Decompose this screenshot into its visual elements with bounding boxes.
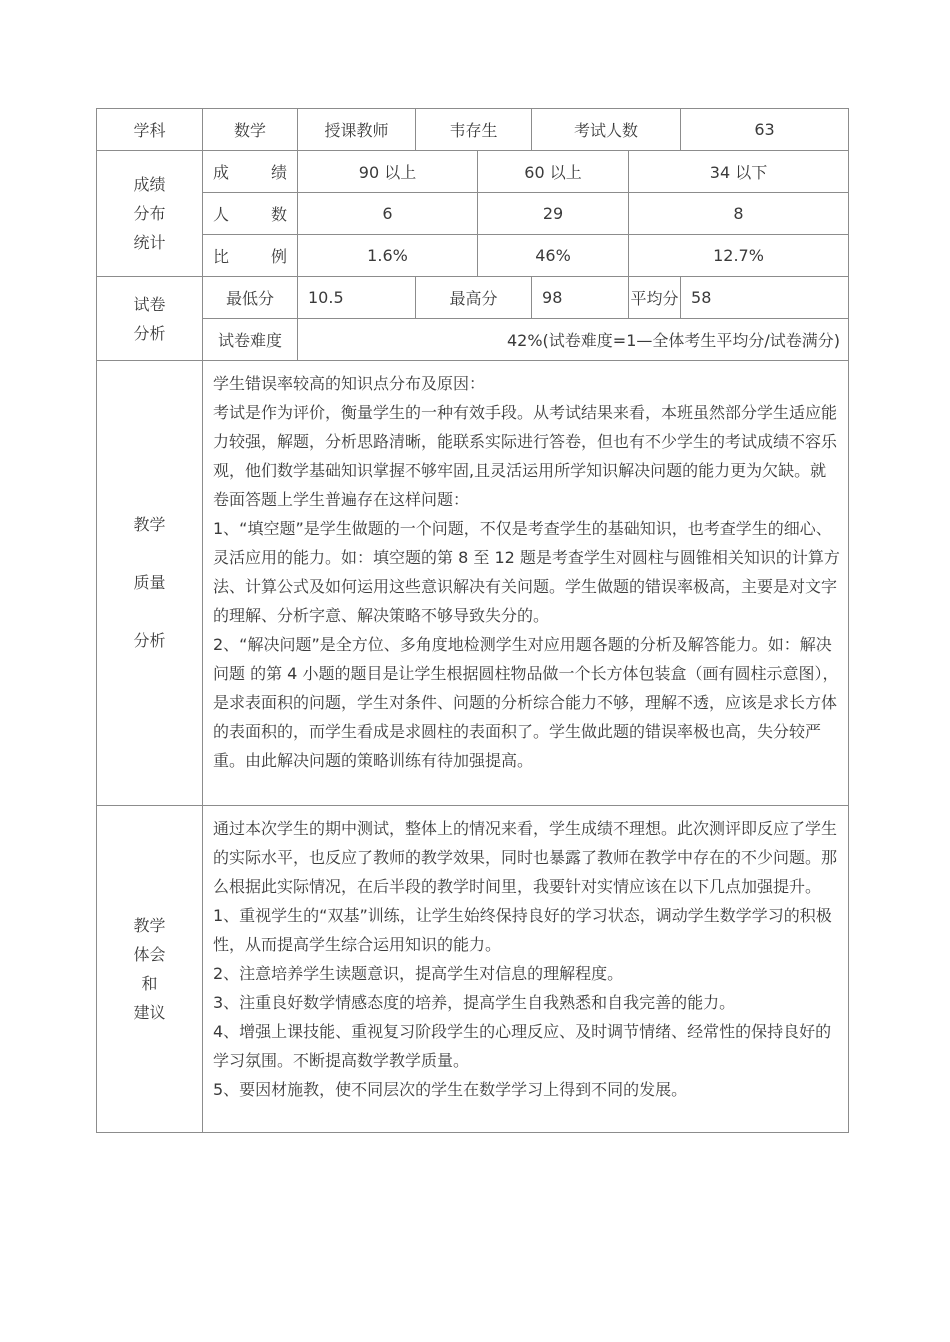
count-60: 29 (478, 193, 629, 235)
subject-label: 学科 (97, 109, 203, 151)
teacher-value: 韦存生 (416, 109, 532, 151)
difficulty-value: 42%(试卷难度=1—全体考生平均分/试卷满分) (298, 319, 849, 361)
teacher-label: 授课教师 (298, 109, 416, 151)
examinees-label: 考试人数 (532, 109, 681, 151)
quality-paragraph: 考试是作为评价，衡量学生的一种有效手段。从考试结果来看，本班虽然部分学生适应能力较强，解题，分析思路清晰，能联系实际进行答卷，但也有不少学生的考试成绩不容乐观，他们数学基础知识掌握不够牢固,且灵活运用所学知识解决问题的能力更为欠缺。就卷面答题上学生普遍存在这样问题： (213, 403, 838, 509)
report-grid (96, 108, 848, 1133)
reflection-row (97, 806, 849, 1133)
reflection-paragraph: 通过本次学生的期中测试，整体上的情况来看，学生成绩不理想。此次测评即反应了学生的实际水平，也反应了教师的教学效果，同时也暴露了教师在教学中存在的不少问题。那么根据此实际情况，在后半段的教学时间里，我要针对实情应该在以下几点加强提升。 (213, 819, 838, 896)
band-90: 90 以上 (298, 151, 478, 193)
reflection-paragraph: 5、要因材施教，使不同层次的学生在数学学习上得到不同的发展。 (213, 1080, 688, 1099)
quality-paragraph: 学生错误率较高的知识点分布及原因： (213, 374, 486, 393)
reflection-paragraph: 1、重视学生的“双基”训练，让学生始终保持良好的学习状态，调动学生数学学习的积极性，从而提高学生综合运用知识的能力。 (213, 906, 832, 954)
avg-label: 平均分 (629, 277, 681, 319)
quality-row (97, 361, 849, 806)
header-row (97, 109, 849, 151)
min-value: 10.5 (298, 277, 416, 319)
band-60: 60 以上 (478, 151, 629, 193)
avg-value: 58 (681, 277, 849, 319)
ratio-60: 46% (478, 235, 629, 277)
quality-section-label: 教学 质量 分析 (97, 361, 203, 806)
ratio-34: 12.7% (629, 235, 849, 277)
max-label: 最高分 (416, 277, 532, 319)
paper-section-label: 试卷 分析 (97, 277, 203, 361)
reflection-paragraph: 3、注重良好数学情感态度的培养，提高学生自我熟悉和自我完善的能力。 (213, 993, 736, 1012)
difficulty-label: 试卷难度 (203, 319, 298, 361)
ratio-row (97, 235, 849, 277)
max-value: 98 (532, 277, 629, 319)
count-34: 8 (629, 193, 849, 235)
reflection-paragraph: 4、增强上课技能、重视复习阶段学生的心理反应、及时调节情绪、经常性的保持良好的学习氛围。不断提高数学教学质量。 (213, 1022, 832, 1070)
min-label: 最低分 (203, 277, 298, 319)
band-34: 34 以下 (629, 151, 849, 193)
reflection-paragraph: 2、注意培养学生读题意识，提高学生对信息的理解程度。 (213, 964, 624, 983)
count-row (97, 193, 849, 235)
reflection-text (203, 806, 849, 1133)
grid-table (96, 108, 849, 1133)
ratio-90: 1.6% (298, 235, 478, 277)
quality-analysis-text (203, 361, 849, 806)
score-summary-row (97, 277, 849, 319)
count-label: 人 数 (203, 193, 298, 235)
subject-value: 数学 (203, 109, 298, 151)
count-90: 6 (298, 193, 478, 235)
quality-paragraph: 1、“填空题”是学生做题的一个问题，不仅是考查学生的基础知识，也考查学生的细心、灵活应用的能力。如：填空题的第 8 至 12 题是考查学生对圆柱与圆锥相关知识的计算方法、计算公式及如何运用这些意识解决有关问题。学生做题的错误率极高，主要是对文字的理解、分析字意、解决策略不够导致失分的。 (213, 519, 840, 625)
quality-paragraph: 2、“解决问题”是全方位、多角度地检测学生对应用题各题的分析及解答能力。如：解决问题 的第 4 小题的题目是让学生根据圆柱物品做一个长方体包装盒（画有圆柱示意图），是求表面积的问题，学生对条件、问题的分析综合能力不够，理解不透，应该是求长方体的表面积的，而学生看成是求圆柱的表面积了。学生做此题的错误率极也高，失分较严重。由此解决问题的策略训练有待加强提高。 (213, 635, 839, 770)
distribution-section-label: 成绩 分布 统计 (97, 151, 203, 277)
ratio-label: 比 例 (203, 235, 298, 277)
difficulty-row (97, 319, 849, 361)
reflection-section-label: 教学 体会 和 建议 (97, 806, 203, 1133)
score-label: 成 绩 (203, 151, 298, 193)
score-band-row (97, 151, 849, 193)
examinees-value: 63 (681, 109, 849, 151)
